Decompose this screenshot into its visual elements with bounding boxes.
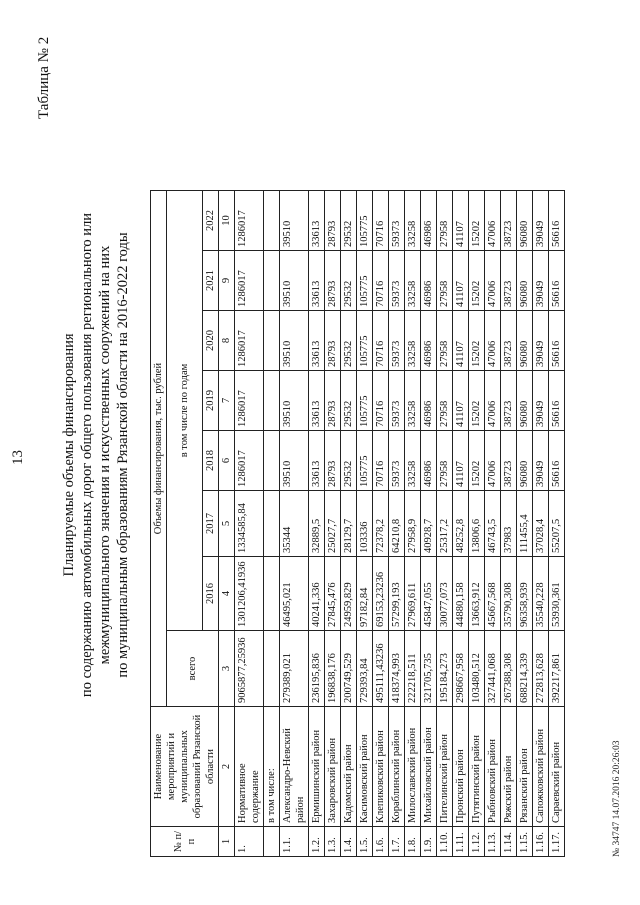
row-value: 38723: [501, 311, 517, 371]
row-value: 59373: [389, 431, 405, 491]
column-number: 3: [219, 631, 235, 707]
row-value: 35790,308: [501, 557, 517, 631]
row-value: 96358,939: [517, 557, 533, 631]
row-total: 236195,836: [309, 631, 325, 707]
row-value: 1301206,41936: [235, 557, 264, 631]
row-value: [264, 191, 280, 251]
row-value: 39510: [280, 191, 309, 251]
row-total: 688214,339: [517, 631, 533, 707]
page-number: 13: [10, 450, 26, 465]
row-name: Нормативное содержание: [235, 707, 264, 827]
row-number: 1.15.: [517, 827, 533, 857]
header-year: 2018: [203, 431, 219, 491]
table-row: [280, 191, 309, 857]
row-total: 196838,176: [325, 631, 341, 707]
header-total: всего: [167, 631, 219, 707]
row-number: 1.: [235, 827, 264, 857]
row-number: 1.3.: [325, 827, 341, 857]
row-value: 47006: [485, 371, 501, 431]
row-value: 96080: [517, 431, 533, 491]
row-value: 39049: [533, 311, 549, 371]
row-value: 33258: [405, 371, 421, 431]
header-name: Наименование мероприятий и муниципальных образований Рязанской области: [151, 707, 219, 827]
table-row: [309, 191, 325, 857]
row-value: 41107: [453, 191, 469, 251]
table-row: [325, 191, 341, 857]
row-name: Захаровский район: [325, 707, 341, 827]
row-total: 222218,511: [405, 631, 421, 707]
table-row: [517, 191, 533, 857]
row-value: 27845,476: [325, 557, 341, 631]
row-total: 729393,84: [357, 631, 373, 707]
row-total: 495111,43236: [373, 631, 389, 707]
row-value: 27958,9: [405, 491, 421, 557]
row-total: 279389,021: [280, 631, 309, 707]
row-value: 41107: [453, 251, 469, 311]
column-number: 4: [219, 557, 235, 631]
row-value: 1286017: [235, 371, 264, 431]
row-name: Пителинский район: [437, 707, 453, 827]
row-number: 1.13.: [485, 827, 501, 857]
table-row: [341, 191, 357, 857]
header-year: 2022: [203, 191, 219, 251]
row-value: 59373: [389, 311, 405, 371]
row-value: 41107: [453, 311, 469, 371]
row-value: 46986: [421, 191, 437, 251]
column-number: 7: [219, 371, 235, 431]
row-total: [264, 631, 280, 707]
row-value: 70716: [373, 371, 389, 431]
row-value: 29532: [341, 251, 357, 311]
row-value: 70716: [373, 311, 389, 371]
row-number: 1.10.: [437, 827, 453, 857]
row-value: 39510: [280, 251, 309, 311]
row-number: 1.17.: [549, 827, 565, 857]
column-number: 2: [219, 707, 235, 827]
row-total: 195184,273: [437, 631, 453, 707]
row-value: 39049: [533, 371, 549, 431]
row-value: 69153,23236: [373, 557, 389, 631]
row-value: 103336: [357, 491, 373, 557]
row-value: 40241,336: [309, 557, 325, 631]
row-value: 45667,568: [485, 557, 501, 631]
column-number: 1: [219, 827, 235, 857]
header-by-year: в том числе по годам: [167, 191, 203, 631]
row-value: 105775: [357, 251, 373, 311]
table-row: [421, 191, 437, 857]
table-row: [437, 191, 453, 857]
row-value: 29532: [341, 431, 357, 491]
row-value: 32889,5: [309, 491, 325, 557]
column-number: 10: [219, 191, 235, 251]
row-value: 33258: [405, 251, 421, 311]
table-row: [235, 191, 264, 857]
row-name: Ермишинский район: [309, 707, 325, 827]
row-value: 33258: [405, 191, 421, 251]
row-total: 267388,308: [501, 631, 517, 707]
table-row: [549, 191, 565, 857]
row-value: 72378,2: [373, 491, 389, 557]
row-value: 57299,193: [389, 557, 405, 631]
row-value: 47006: [485, 431, 501, 491]
row-name: Михайловский район: [421, 707, 437, 827]
row-value: 33613: [309, 251, 325, 311]
row-value: [264, 491, 280, 557]
row-total: 298667,958: [453, 631, 469, 707]
row-name: Кораблинский район: [389, 707, 405, 827]
document-title: [60, 75, 132, 835]
row-total: 9065877,25936: [235, 631, 264, 707]
row-value: [264, 431, 280, 491]
row-value: 1286017: [235, 191, 264, 251]
column-number: 6: [219, 431, 235, 491]
row-number: 1.2.: [309, 827, 325, 857]
row-value: 29532: [341, 311, 357, 371]
header-year: 2017: [203, 491, 219, 557]
row-number: [264, 827, 280, 857]
row-total: 103480,512: [469, 631, 485, 707]
row-number: 1.6.: [373, 827, 389, 857]
title-line: по содержанию автомобильных дорог общего пользования регионального или: [79, 212, 95, 698]
row-value: 39510: [280, 431, 309, 491]
row-name: Сараевский район: [549, 707, 565, 827]
row-value: 28129,7: [341, 491, 357, 557]
row-value: 15202: [469, 431, 485, 491]
row-value: [264, 371, 280, 431]
row-value: 33613: [309, 371, 325, 431]
row-name: Ряжский район: [501, 707, 517, 827]
table-row: [264, 191, 280, 857]
row-number: 1.12.: [469, 827, 485, 857]
row-value: 39049: [533, 251, 549, 311]
row-value: 45847,055: [421, 557, 437, 631]
row-name: Рыбновский район: [485, 707, 501, 827]
row-value: 46986: [421, 371, 437, 431]
row-value: 35540,228: [533, 557, 549, 631]
row-value: 56616: [549, 251, 565, 311]
row-value: [264, 311, 280, 371]
row-value: 27958: [437, 371, 453, 431]
row-total: 321705,735: [421, 631, 437, 707]
row-value: 15202: [469, 311, 485, 371]
row-number: 1.8.: [405, 827, 421, 857]
row-value: 47006: [485, 191, 501, 251]
row-value: 70716: [373, 191, 389, 251]
row-value: 46986: [421, 431, 437, 491]
row-value: 33258: [405, 311, 421, 371]
row-total: 418374,993: [389, 631, 405, 707]
row-total: 392217,861: [549, 631, 565, 707]
row-value: 28793: [325, 191, 341, 251]
row-value: 38723: [501, 431, 517, 491]
row-value: 96080: [517, 191, 533, 251]
row-value: 38723: [501, 371, 517, 431]
row-value: 64210,8: [389, 491, 405, 557]
row-value: 28793: [325, 371, 341, 431]
row-value: 55207,5: [549, 491, 565, 557]
row-value: 1334585,84: [235, 491, 264, 557]
row-value: 27958: [437, 431, 453, 491]
row-value: 33613: [309, 311, 325, 371]
row-value: 15202: [469, 251, 485, 311]
row-value: 56616: [549, 311, 565, 371]
row-value: 96080: [517, 251, 533, 311]
row-number: 1.16.: [533, 827, 549, 857]
row-number: 1.1.: [280, 827, 309, 857]
table-label: Таблица № 2: [36, 36, 52, 119]
row-value: 25317,2: [437, 491, 453, 557]
row-value: 46743,5: [485, 491, 501, 557]
row-value: 53930,361: [549, 557, 565, 631]
row-value: 46986: [421, 311, 437, 371]
row-value: 27958: [437, 311, 453, 371]
header-year: 2021: [203, 251, 219, 311]
row-value: 39049: [533, 431, 549, 491]
row-value: 47006: [485, 311, 501, 371]
row-value: 105775: [357, 191, 373, 251]
row-number: 1.7.: [389, 827, 405, 857]
row-value: 28793: [325, 311, 341, 371]
row-value: 41107: [453, 431, 469, 491]
row-name: Александро-Невский район: [280, 707, 309, 827]
document-footer: № 34747 14.07.2016 20:26:03: [612, 740, 622, 857]
row-value: 56616: [549, 191, 565, 251]
row-value: 46986: [421, 251, 437, 311]
title-line: межмуниципального значения и искусственных сооружений на них: [97, 245, 113, 665]
funding-table: [150, 190, 565, 857]
row-value: 38723: [501, 251, 517, 311]
row-value: 35344: [280, 491, 309, 557]
title-line: Планируемые объемы финансирования: [61, 333, 77, 577]
row-value: 28793: [325, 431, 341, 491]
table-row: [453, 191, 469, 857]
table-row: [501, 191, 517, 857]
row-total: 200749,529: [341, 631, 357, 707]
table-row: [533, 191, 549, 857]
row-value: 1286017: [235, 251, 264, 311]
row-value: 33613: [309, 431, 325, 491]
row-value: 15202: [469, 191, 485, 251]
row-value: 13663,912: [469, 557, 485, 631]
table-row: [469, 191, 485, 857]
row-value: 59373: [389, 251, 405, 311]
row-value: 56616: [549, 431, 565, 491]
row-value: 59373: [389, 371, 405, 431]
row-total: 272813,628: [533, 631, 549, 707]
title-line: по муниципальным образованиям Рязанской области на 2016-2022 годы: [115, 232, 131, 678]
header-num: № п/п: [151, 827, 219, 857]
row-value: 46495,021: [280, 557, 309, 631]
row-value: 105775: [357, 311, 373, 371]
row-value: 1286017: [235, 311, 264, 371]
row-value: 13806,6: [469, 491, 485, 557]
table-row: [389, 191, 405, 857]
row-value: 37983: [501, 491, 517, 557]
row-value: 70716: [373, 431, 389, 491]
row-value: 39510: [280, 311, 309, 371]
row-number: 1.11.: [453, 827, 469, 857]
row-value: [264, 251, 280, 311]
row-value: 39049: [533, 191, 549, 251]
table-row: [357, 191, 373, 857]
row-name: Кадомский район: [341, 707, 357, 827]
header-year: 2019: [203, 371, 219, 431]
row-name: Милославский район: [405, 707, 421, 827]
table-row: [373, 191, 389, 857]
row-value: 38723: [501, 191, 517, 251]
row-value: 70716: [373, 251, 389, 311]
row-number: 1.4.: [341, 827, 357, 857]
row-value: 27969,611: [405, 557, 421, 631]
row-value: 40928,7: [421, 491, 437, 557]
row-value: 1286017: [235, 431, 264, 491]
row-value: 27958: [437, 251, 453, 311]
row-value: 29532: [341, 191, 357, 251]
row-value: 27958: [437, 191, 453, 251]
row-value: 37028,4: [533, 491, 549, 557]
row-value: 30077,073: [437, 557, 453, 631]
column-number: 8: [219, 311, 235, 371]
row-value: 39510: [280, 371, 309, 431]
row-value: 28793: [325, 251, 341, 311]
row-value: 44880,158: [453, 557, 469, 631]
row-name: Пронский район: [453, 707, 469, 827]
row-value: 29532: [341, 371, 357, 431]
row-name: в том числе:: [264, 707, 280, 827]
header-year: 2020: [203, 311, 219, 371]
row-value: 47006: [485, 251, 501, 311]
row-name: Путятинский район: [469, 707, 485, 827]
row-name: Рязанский район: [517, 707, 533, 827]
row-number: 1.5.: [357, 827, 373, 857]
row-value: 41107: [453, 371, 469, 431]
column-number: 5: [219, 491, 235, 557]
row-value: 24959,829: [341, 557, 357, 631]
row-value: 59373: [389, 191, 405, 251]
row-name: Касимовский район: [357, 707, 373, 827]
row-value: 33613: [309, 191, 325, 251]
table-row: [405, 191, 421, 857]
header-year: 2016: [203, 557, 219, 631]
column-number: 9: [219, 251, 235, 311]
row-value: 105775: [357, 431, 373, 491]
row-value: 96080: [517, 371, 533, 431]
row-value: 48252,8: [453, 491, 469, 557]
row-value: 15202: [469, 371, 485, 431]
row-value: 97182,84: [357, 557, 373, 631]
row-value: [264, 557, 280, 631]
row-value: 111455,4: [517, 491, 533, 557]
table-row: [485, 191, 501, 857]
row-name: Сапожковский район: [533, 707, 549, 827]
row-number: 1.14.: [501, 827, 517, 857]
row-number: 1.9.: [421, 827, 437, 857]
row-value: 96080: [517, 311, 533, 371]
row-value: 25027,7: [325, 491, 341, 557]
row-value: 105775: [357, 371, 373, 431]
row-value: 56616: [549, 371, 565, 431]
row-name: Клепиковский район: [373, 707, 389, 827]
header-funding: Объемы финансирования, тыс. рублей: [151, 191, 167, 707]
row-total: 327441,068: [485, 631, 501, 707]
row-value: 33258: [405, 431, 421, 491]
